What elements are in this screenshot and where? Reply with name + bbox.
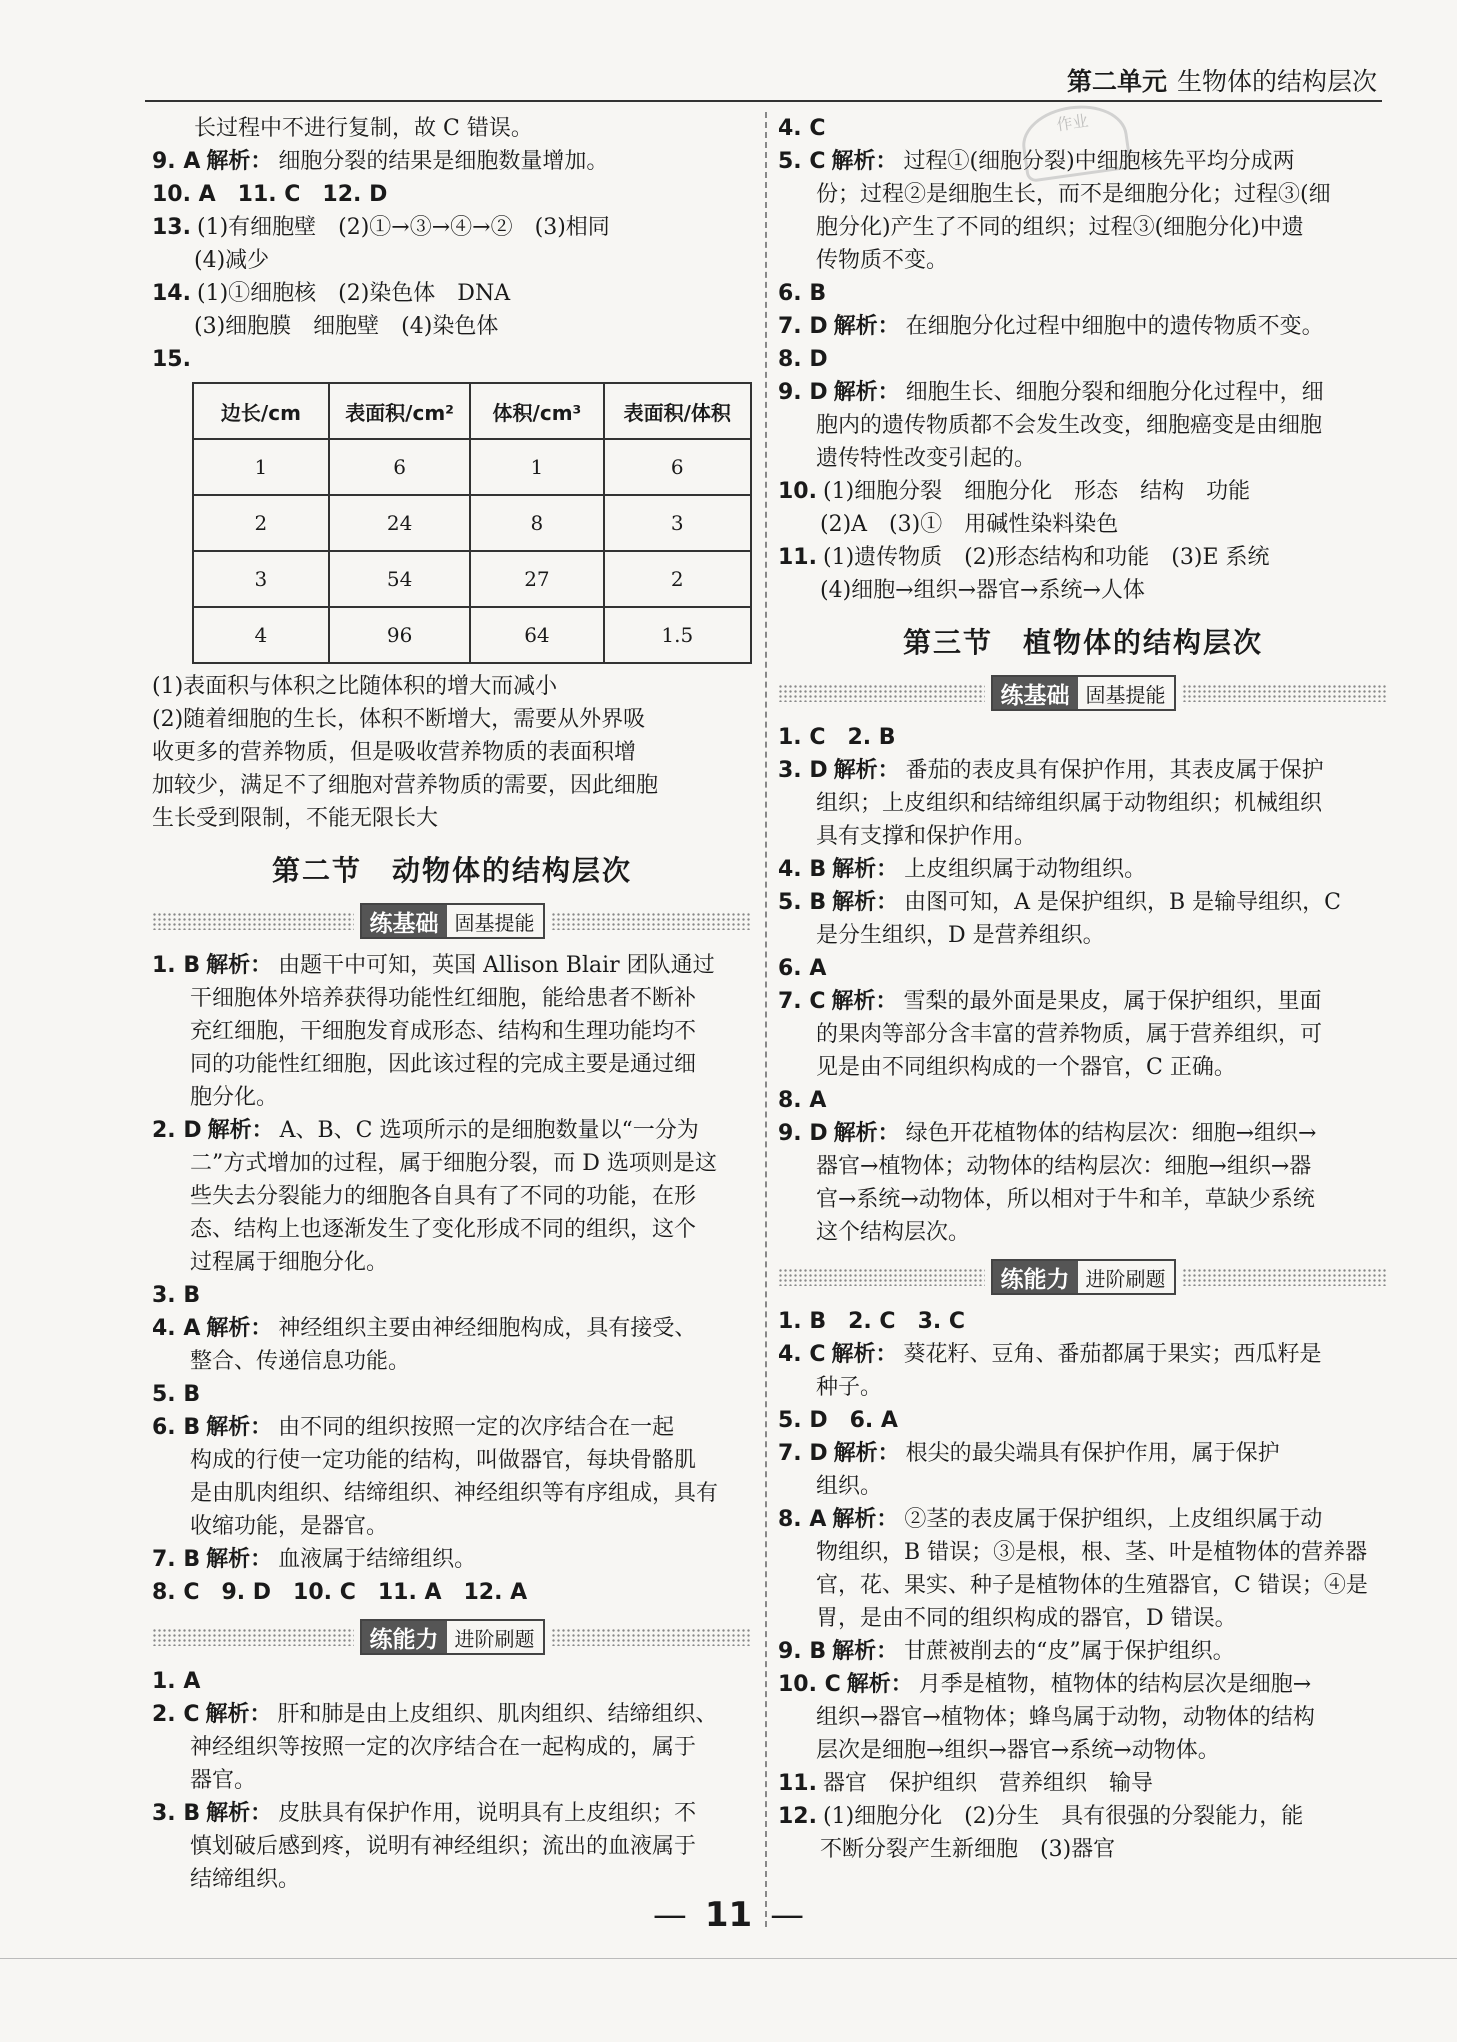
answer-text: 过程属于细胞分化。 xyxy=(190,1250,389,1275)
question-number: 10. A 11. C 12. D xyxy=(152,182,388,207)
question-number: 2. C xyxy=(152,1702,200,1727)
conclusion-line: (2)随着细胞的生长，体积不断增大，需要从外界吸 xyxy=(152,707,646,732)
bottom-rule xyxy=(0,1958,1457,1959)
answer-line xyxy=(778,1701,1388,1734)
answer-line xyxy=(778,541,1388,574)
answer-text: 月季是植物，植物体的结构层次是细胞→ xyxy=(918,1672,1312,1697)
question-number: 7. C xyxy=(778,989,826,1014)
question-number: 4. C xyxy=(778,116,826,141)
answer-text: 是由肌肉组织、结缔组织、神经组织等有序组成，具有 xyxy=(190,1481,719,1506)
banner-basic xyxy=(778,673,1388,713)
answer-line xyxy=(778,886,1388,919)
banner-label: 练能力 xyxy=(993,1261,1078,1293)
question-number: 6. B xyxy=(152,1415,201,1440)
banner-box xyxy=(991,1259,1176,1295)
answer-text: 器官。 xyxy=(190,1768,257,1793)
answer-text: A、B、C 选项所示的是细胞数量以“一分为 xyxy=(279,1118,699,1143)
banner-ability xyxy=(778,1257,1388,1297)
analysis-tag: 解析： xyxy=(206,1415,273,1440)
answer-text: 组织→器官→植物体；蜂鸟属于动物，动物体的结构 xyxy=(816,1705,1315,1730)
table-cell: 2 xyxy=(604,551,751,607)
left-column xyxy=(152,112,752,1896)
table-header-cell: 边长/cm xyxy=(193,383,329,439)
answer-line xyxy=(152,310,752,343)
answer-text: 细胞生长、细胞分裂和细胞分化过程中，细 xyxy=(905,380,1324,405)
question-number: 8. A xyxy=(778,1507,827,1532)
table-cell: 24 xyxy=(329,495,470,551)
answer-line xyxy=(778,475,1388,508)
watermark-stamp: 作业 xyxy=(1018,99,1133,183)
answer-line xyxy=(778,1833,1388,1866)
answer-text: 充红细胞，干细胞发育成形态、结构和生理功能均不 xyxy=(190,1019,697,1044)
question-number: 1. B xyxy=(152,953,201,978)
question-number: 5. B xyxy=(778,890,827,915)
answer-text: 细胞分裂的结果是细胞数量增加。 xyxy=(278,149,609,174)
answer-text: 上皮组织属于动物组织。 xyxy=(904,857,1147,882)
answer-text: (1)有细胞壁 (2)①→③→④→② (3)相同 xyxy=(196,215,610,240)
data-table xyxy=(192,382,752,664)
answer-text: 器官→植物体；动物体的结构层次：细胞→组织→器 xyxy=(816,1154,1312,1179)
answer-text: 构成的行使一定功能的结构，叫做器官，每块骨骼肌 xyxy=(190,1448,697,1473)
section-title: 第二节 动物体的结构层次 xyxy=(271,854,632,887)
answer-text: 长过程中不进行复制，故 C 错误。 xyxy=(194,116,533,141)
table-cell: 54 xyxy=(329,551,470,607)
answer-line xyxy=(778,145,1388,178)
answer-text: 慎划破后感到疼，说明有神经组织；流出的血液属于 xyxy=(190,1834,697,1859)
question-number: 12. xyxy=(778,1804,817,1829)
answer-line xyxy=(778,1767,1388,1800)
answer-text: 由不同的组织按照一定的次序结合在一起 xyxy=(278,1415,675,1440)
question-number: 4. A xyxy=(152,1316,201,1341)
table-body xyxy=(193,439,751,663)
answer-text: 葵花籽、豆角、番茄都属于果实；西瓜籽是 xyxy=(903,1342,1322,1367)
question-number: 3. B xyxy=(152,1283,201,1308)
question-number: 9. D xyxy=(778,380,828,405)
banner-dots xyxy=(152,912,354,930)
dash-right: — xyxy=(770,1895,805,1935)
table-cell: 64 xyxy=(470,607,603,663)
answer-list xyxy=(778,1305,1388,1866)
answer-line xyxy=(152,1378,752,1411)
banner-basic xyxy=(152,901,752,941)
answer-line xyxy=(778,244,1388,277)
answer-text: 官，花、果实、种子是植物体的生殖器官，C 错误；④是 xyxy=(816,1573,1368,1598)
answer-text: (2)A (3)① 用碱性染料染色 xyxy=(820,512,1119,537)
banner-dots xyxy=(778,1268,985,1286)
table-cell: 4 xyxy=(193,607,329,663)
answer-line xyxy=(778,442,1388,475)
analysis-tag: 解析： xyxy=(831,149,898,174)
answer-line xyxy=(778,112,1388,145)
answer-text: ②茎的表皮属于保护组织，上皮组织属于动 xyxy=(904,1507,1323,1532)
banner-label: 练基础 xyxy=(362,905,447,937)
answer-line xyxy=(152,1345,752,1378)
question-number: 11. xyxy=(778,545,817,570)
answer-line xyxy=(778,1437,1388,1470)
header-rule xyxy=(145,100,1382,102)
question-number: 1. B 2. C 3. C xyxy=(778,1309,966,1334)
table-cell: 8 xyxy=(470,495,603,551)
answer-line xyxy=(152,1830,752,1863)
answer-line xyxy=(778,1668,1388,1701)
question-number: 7. B xyxy=(152,1547,201,1572)
question-number: 5. C xyxy=(778,149,826,174)
answer-line xyxy=(152,1510,752,1543)
answer-text: 遗传特性改变引起的。 xyxy=(816,446,1037,471)
banner-dots xyxy=(152,1628,354,1646)
analysis-tag: 解析： xyxy=(206,1547,273,1572)
answer-text: 官→系统→动物体，所以相对于牛和羊，草缺少系统 xyxy=(816,1187,1315,1212)
answer-list xyxy=(152,1665,752,1896)
table-row xyxy=(193,439,751,495)
analysis-tag: 解析： xyxy=(833,314,900,339)
analysis-tag: 解析： xyxy=(831,1342,898,1367)
unit-title: 生物体的结构层次 xyxy=(1176,67,1377,96)
table-header-row xyxy=(193,383,751,439)
answer-text: 的果肉等部分含丰富的营养物质，属于营养组织，可 xyxy=(816,1022,1323,1047)
banner-dots xyxy=(778,684,985,702)
conclusion-line: (1)表面积与体积之比随体积的增大而减小 xyxy=(152,674,558,699)
table-cell: 6 xyxy=(604,439,751,495)
table-cell: 1.5 xyxy=(604,607,751,663)
table-header-cell: 表面积/体积 xyxy=(604,383,751,439)
answer-line xyxy=(778,1503,1388,1536)
answer-text: 根尖的最尖端具有保护作用，属于保护 xyxy=(905,1441,1280,1466)
answer-line xyxy=(152,1312,752,1345)
answer-line xyxy=(778,1800,1388,1833)
answer-line xyxy=(778,1150,1388,1183)
table-row xyxy=(193,495,751,551)
analysis-tag: 解析： xyxy=(206,1316,273,1341)
answer-line xyxy=(152,244,752,277)
table-row xyxy=(193,607,751,663)
answer-text: 传物质不变。 xyxy=(816,248,949,273)
answer-line xyxy=(778,178,1388,211)
banner-sublabel: 固基提能 xyxy=(454,910,535,935)
answer-line xyxy=(152,1764,752,1797)
analysis-tag: 解析： xyxy=(846,1672,913,1697)
answer-line xyxy=(778,1404,1388,1437)
question-number: 11. xyxy=(778,1771,817,1796)
analysis-tag: 解析： xyxy=(206,1801,273,1826)
answer-text: 胞分化)产生了不同的组织；过程③(细胞分化)中遗 xyxy=(816,215,1304,240)
answer-list xyxy=(152,949,752,1609)
banner-dots xyxy=(551,912,753,930)
analysis-tag: 解析： xyxy=(833,1121,900,1146)
answer-text: 在细胞分化过程中细胞中的遗传物质不变。 xyxy=(905,314,1324,339)
table-cell: 3 xyxy=(604,495,751,551)
answer-text: 同的功能性红细胞，因此该过程的完成主要是通过细 xyxy=(190,1052,697,1077)
question-number: 10. xyxy=(778,479,817,504)
answer-text: 组织；上皮组织和结缔组织属于动物组织；机械组织 xyxy=(816,791,1323,816)
answer-text: 这个结构层次。 xyxy=(816,1220,971,1245)
answer-text: 血液属于结缔组织。 xyxy=(278,1547,477,1572)
answer-line xyxy=(778,277,1388,310)
table-cell: 1 xyxy=(470,439,603,495)
right-column xyxy=(778,112,1388,1866)
answer-line xyxy=(778,820,1388,853)
answer-line xyxy=(778,1536,1388,1569)
analysis-tag: 解析： xyxy=(833,758,900,783)
answer-line xyxy=(152,1180,752,1213)
analysis-tag: 解析： xyxy=(831,989,898,1014)
answer-line xyxy=(778,310,1388,343)
answer-text: 由图可知，A 是保护组织，B 是输导组织，C xyxy=(904,890,1341,915)
answer-text: 过程①(细胞分裂)中细胞核先平均分成两 xyxy=(903,149,1295,174)
question-number: 9. D xyxy=(778,1121,828,1146)
answer-line xyxy=(778,721,1388,754)
answer-text: 具有支撑和保护作用。 xyxy=(816,824,1037,849)
answer-line xyxy=(152,1015,752,1048)
answer-line xyxy=(778,1734,1388,1767)
answer-line xyxy=(152,1698,752,1731)
answer-text: 组织。 xyxy=(816,1474,883,1499)
analysis-tag: 解析： xyxy=(832,857,899,882)
answer-line xyxy=(152,145,752,178)
analysis-tag: 解析： xyxy=(833,1441,900,1466)
question-number: 4. B xyxy=(778,857,827,882)
answer-line xyxy=(152,1411,752,1444)
answer-text: 收缩功能，是器官。 xyxy=(190,1514,389,1539)
analysis-tag: 解析： xyxy=(832,1507,899,1532)
conclusion-line: 加较少，满足不了细胞对营养物质的需要，因此细胞 xyxy=(152,773,659,798)
answer-text: 皮肤具有保护作用，说明具有上皮组织；不 xyxy=(278,1801,697,1826)
banner-ability xyxy=(152,1617,752,1657)
question-number: 8. D xyxy=(778,347,828,372)
answer-line xyxy=(152,1576,752,1609)
answer-line xyxy=(778,985,1388,1018)
answer-text: (3)细胞膜 细胞壁 (4)染色体 xyxy=(194,314,499,339)
table-cell: 1 xyxy=(193,439,329,495)
question-number: 8. C 9. D 10. C 11. A 12. A xyxy=(152,1580,528,1605)
answer-text: 番茄的表皮具有保护作用，其表皮属于保护 xyxy=(905,758,1324,783)
answer-line xyxy=(778,211,1388,244)
banner-box xyxy=(991,675,1176,711)
answer-line xyxy=(152,277,752,310)
question-number: 9. A xyxy=(152,149,201,174)
answer-line xyxy=(152,1477,752,1510)
answer-line xyxy=(778,1051,1388,1084)
answer-line xyxy=(778,754,1388,787)
table-header-cell: 体积/cm³ xyxy=(470,383,603,439)
question-number: 5. D 6. A xyxy=(778,1408,898,1433)
question-number: 8. A xyxy=(778,1088,827,1113)
table-conclusion xyxy=(152,670,752,835)
question-number: 5. B xyxy=(152,1382,201,1407)
answer-line xyxy=(152,1246,752,1279)
answer-text: (1)遗传物质 (2)形态结构和功能 (3)E 系统 xyxy=(822,545,1270,570)
answer-line xyxy=(778,508,1388,541)
answer-text: 器官 保护组织 营养组织 输导 xyxy=(822,1771,1153,1796)
question-number: 7. D xyxy=(778,1441,828,1466)
answer-list xyxy=(152,112,752,376)
answer-line xyxy=(778,1018,1388,1051)
table-header-cell: 表面积/cm² xyxy=(329,383,470,439)
table-cell: 2 xyxy=(193,495,329,551)
answer-text: (4)细胞→组织→器官→系统→人体 xyxy=(820,578,1145,603)
question-number: 15. xyxy=(152,347,191,372)
answer-text: 胞分化。 xyxy=(190,1085,279,1110)
answer-line xyxy=(778,1084,1388,1117)
question-number: 4. C xyxy=(778,1342,826,1367)
answer-text: 胃，是由不同的组织构成的器官，D 错误。 xyxy=(816,1606,1237,1631)
answer-text: 由题干中可知，英国 Allison Blair 团队通过 xyxy=(278,953,715,978)
answer-line xyxy=(152,1731,752,1764)
answer-line xyxy=(152,1114,752,1147)
answer-line xyxy=(152,1081,752,1114)
question-number: 3. B xyxy=(152,1801,201,1826)
answer-line xyxy=(152,1444,752,1477)
answer-line xyxy=(778,1371,1388,1404)
question-number: 2. D xyxy=(152,1118,202,1143)
answer-text: 不断分裂产生新细胞 (3)器官 xyxy=(820,1837,1116,1862)
table-row xyxy=(193,551,751,607)
answer-text: 绿色开花植物体的结构层次：细胞→组织→ xyxy=(905,1121,1317,1146)
banner-box xyxy=(360,1619,545,1655)
answer-line xyxy=(778,1470,1388,1503)
question-number: 6. B xyxy=(778,281,827,306)
question-number: 1. C 2. B xyxy=(778,725,896,750)
answer-text: 物组织，B 错误；③是根，根、茎、叶是植物体的营养器 xyxy=(816,1540,1368,1565)
answer-text: (1)细胞分裂 细胞分化 形态 结构 功能 xyxy=(822,479,1251,504)
answer-text: 二”方式增加的过程，属于细胞分裂，而 D 选项则是这 xyxy=(190,1151,717,1176)
answer-line xyxy=(778,1635,1388,1668)
page-number-value: 11 xyxy=(704,1895,753,1935)
question-number: 13. xyxy=(152,215,191,240)
section-title: 第三节 植物体的结构层次 xyxy=(902,626,1263,659)
banner-dots xyxy=(551,1628,753,1646)
banner-label: 练基础 xyxy=(993,677,1078,709)
answer-line xyxy=(778,919,1388,952)
answer-text: 份；过程②是细胞生长，而不是细胞分化；过程③(细 xyxy=(816,182,1331,207)
answer-line xyxy=(778,787,1388,820)
answer-line xyxy=(778,1216,1388,1249)
answer-line xyxy=(778,1569,1388,1602)
banner-box xyxy=(360,903,545,939)
answer-line xyxy=(152,1147,752,1180)
answer-line xyxy=(152,112,752,145)
table-cell: 96 xyxy=(329,607,470,663)
answer-text: 些失去分裂能力的细胞各自具有了不同的功能，在形 xyxy=(190,1184,697,1209)
answer-text: 干细胞体外培养获得功能性红细胞，能给患者不断补 xyxy=(190,986,697,1011)
analysis-tag: 解析： xyxy=(206,149,273,174)
table-cell: 27 xyxy=(470,551,603,607)
answer-text: (1)①细胞核 (2)染色体 DNA xyxy=(196,281,511,306)
answer-text: 甘蔗被削去的“皮”属于保护组织。 xyxy=(904,1639,1235,1664)
page-number xyxy=(0,1895,1457,1935)
answer-text: 结缔组织。 xyxy=(190,1867,301,1892)
analysis-tag: 解析： xyxy=(207,1118,274,1143)
banner-dots xyxy=(1182,684,1389,702)
analysis-tag: 解析： xyxy=(206,953,273,978)
answer-line xyxy=(152,1543,752,1576)
answer-line xyxy=(152,949,752,982)
answer-line xyxy=(778,409,1388,442)
question-number: 1. A xyxy=(152,1669,201,1694)
banner-dots xyxy=(1182,1268,1389,1286)
answer-line xyxy=(152,1279,752,1312)
answer-text: 见是由不同组织构成的一个器官，C 正确。 xyxy=(816,1055,1236,1080)
dash-left: — xyxy=(652,1895,687,1935)
analysis-tag: 解析： xyxy=(832,1639,899,1664)
question-number: 7. D xyxy=(778,314,828,339)
banner-sublabel: 进阶刷题 xyxy=(1085,1266,1166,1291)
answer-line xyxy=(778,574,1388,607)
answer-list xyxy=(778,721,1388,1249)
answer-line xyxy=(152,343,752,376)
answer-text: 神经组织主要由神经细胞构成，具有接受、 xyxy=(278,1316,697,1341)
answer-line xyxy=(778,952,1388,985)
banner-sublabel: 固基提能 xyxy=(1085,682,1166,707)
question-number: 10. C xyxy=(778,1672,841,1697)
table-cell: 6 xyxy=(329,439,470,495)
answer-line xyxy=(778,1338,1388,1371)
answer-text: 种子。 xyxy=(816,1375,883,1400)
unit-label: 第二单元 xyxy=(1066,67,1167,96)
answer-line xyxy=(152,1048,752,1081)
answer-text: 是分生组织，D 是营养组织。 xyxy=(816,923,1105,948)
answer-line xyxy=(778,1183,1388,1216)
answer-text: 态、结构上也逐渐发生了变化形成不同的组织，这个 xyxy=(190,1217,697,1242)
answer-line xyxy=(778,343,1388,376)
answer-text: 雪梨的最外面是果皮，属于保护组织，里面 xyxy=(903,989,1322,1014)
conclusion-line: 生长受到限制，不能无限长大 xyxy=(152,806,439,831)
answer-line xyxy=(152,1213,752,1246)
answer-text: 胞内的遗传物质都不会发生改变，细胞癌变是由细胞 xyxy=(816,413,1323,438)
answer-line xyxy=(152,178,752,211)
answer-line xyxy=(778,376,1388,409)
answer-line xyxy=(778,1305,1388,1338)
answer-line xyxy=(152,1665,752,1698)
column-divider xyxy=(765,112,767,1927)
page-header xyxy=(1067,62,1377,98)
analysis-tag: 解析： xyxy=(833,380,900,405)
answer-line xyxy=(152,211,752,244)
question-number: 3. D xyxy=(778,758,828,783)
banner-label: 练能力 xyxy=(362,1621,447,1653)
analysis-tag: 解析： xyxy=(205,1702,272,1727)
conclusion-line: 收更多的营养物质，但是吸收营养物质的表面积增 xyxy=(152,740,637,765)
answer-text: 层次是细胞→组织→器官→系统→动物体。 xyxy=(816,1738,1220,1763)
answer-line xyxy=(778,853,1388,886)
question-number: 14. xyxy=(152,281,191,306)
question-number: 9. B xyxy=(778,1639,827,1664)
answer-text: 整合、传递信息功能。 xyxy=(190,1349,411,1374)
table-cell: 3 xyxy=(193,551,329,607)
answer-text: (4)减少 xyxy=(194,248,270,273)
answer-line xyxy=(778,1602,1388,1635)
banner-sublabel: 进阶刷题 xyxy=(454,1626,535,1651)
answer-line xyxy=(152,982,752,1015)
question-number: 6. A xyxy=(778,956,827,981)
answer-line xyxy=(152,1797,752,1830)
answer-line xyxy=(152,1863,752,1896)
answer-text: (1)细胞分化 (2)分生 具有很强的分裂能力，能 xyxy=(822,1804,1304,1829)
answer-list xyxy=(778,112,1388,607)
analysis-tag: 解析： xyxy=(832,890,899,915)
answer-text: 肝和肺是由上皮组织、肌肉组织、结缔组织、 xyxy=(277,1702,718,1727)
answer-line xyxy=(778,1117,1388,1150)
answer-text: 神经组织等按照一定的次序结合在一起构成的，属于 xyxy=(190,1735,697,1760)
